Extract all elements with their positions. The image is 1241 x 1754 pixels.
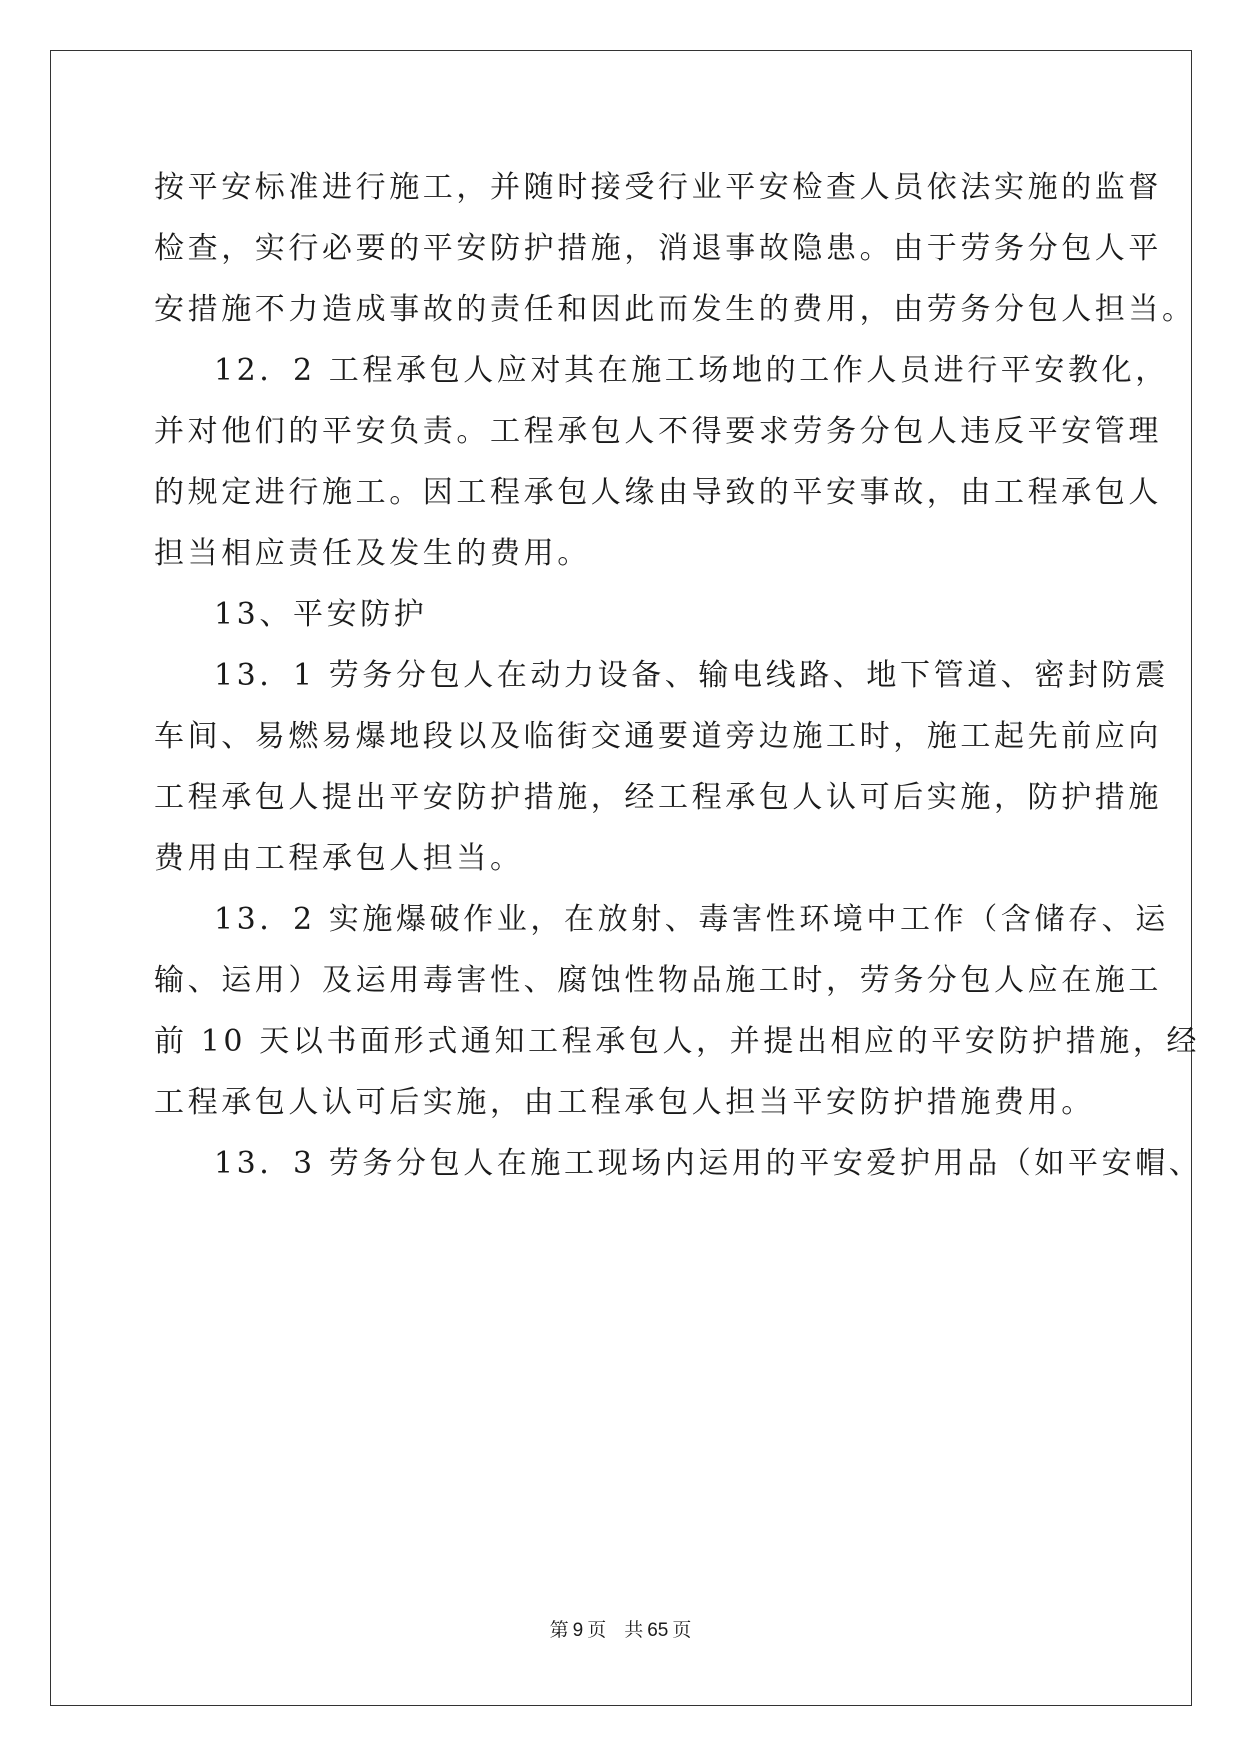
text-line-15: 前 10 天以书面形式通知工程承包人，并提出相应的平安防护措施，经 — [154, 1024, 1201, 1059]
total-suffix: 页 — [672, 1620, 692, 1641]
text-line-14: 输、运用）及运用毒害性、腐蚀性物品施工时，劳务分包人应在施工 — [154, 963, 1162, 998]
text-line-7: 担当相应责任及发生的费用。 — [154, 536, 591, 571]
text-line-4: 12．2 工程承包人应对其在施工场地的工作人员进行平安教化， — [214, 353, 1169, 388]
text-line-2: 检查，实行必要的平安防护措施，消退事故隐患。由于劳务分包人平 — [154, 231, 1162, 266]
text-line-12: 费用由工程承包人担当。 — [154, 841, 524, 876]
text-line-10: 车间、易燃易爆地段以及临街交通要道旁边施工时，施工起先前应向 — [154, 719, 1162, 754]
page-prefix: 第 — [549, 1620, 569, 1641]
total-pages: 65 — [647, 1620, 669, 1641]
text-line-17: 13．3 劳务分包人在施工现场内运用的平安爱护用品（如平安帽、 — [214, 1146, 1203, 1181]
page-suffix: 页 — [587, 1620, 607, 1641]
text-line-11: 工程承包人提出平安防护措施，经工程承包人认可后实施，防护措施 — [154, 780, 1162, 815]
page-number: 9 — [572, 1620, 584, 1641]
text-line-6: 的规定进行施工。因工程承包人缘由导致的平安事故，由工程承包人 — [154, 475, 1162, 510]
page-footer — [0, 1619, 1241, 1643]
text-line-9: 13．1 劳务分包人在动力设备、输电线路、地下管道、密封防震 — [214, 658, 1169, 693]
text-line-13: 13．2 实施爆破作业，在放射、毒害性环境中工作（含储存、运 — [214, 902, 1169, 937]
text-line-16: 工程承包人认可后实施，由工程承包人担当平安防护措施费用。 — [154, 1085, 1095, 1120]
total-prefix: 共 — [624, 1620, 644, 1641]
section-heading: 13、平安防护 — [214, 597, 428, 632]
text-line-3: 安措施不力造成事故的责任和因此而发生的费用，由劳务分包人担当。 — [154, 292, 1196, 327]
text-line-5: 并对他们的平安负责。工程承包人不得要求劳务分包人违反平安管理 — [154, 414, 1162, 449]
text-line-1: 按平安标准进行施工，并随时接受行业平安检查人员依法实施的监督 — [154, 170, 1162, 205]
